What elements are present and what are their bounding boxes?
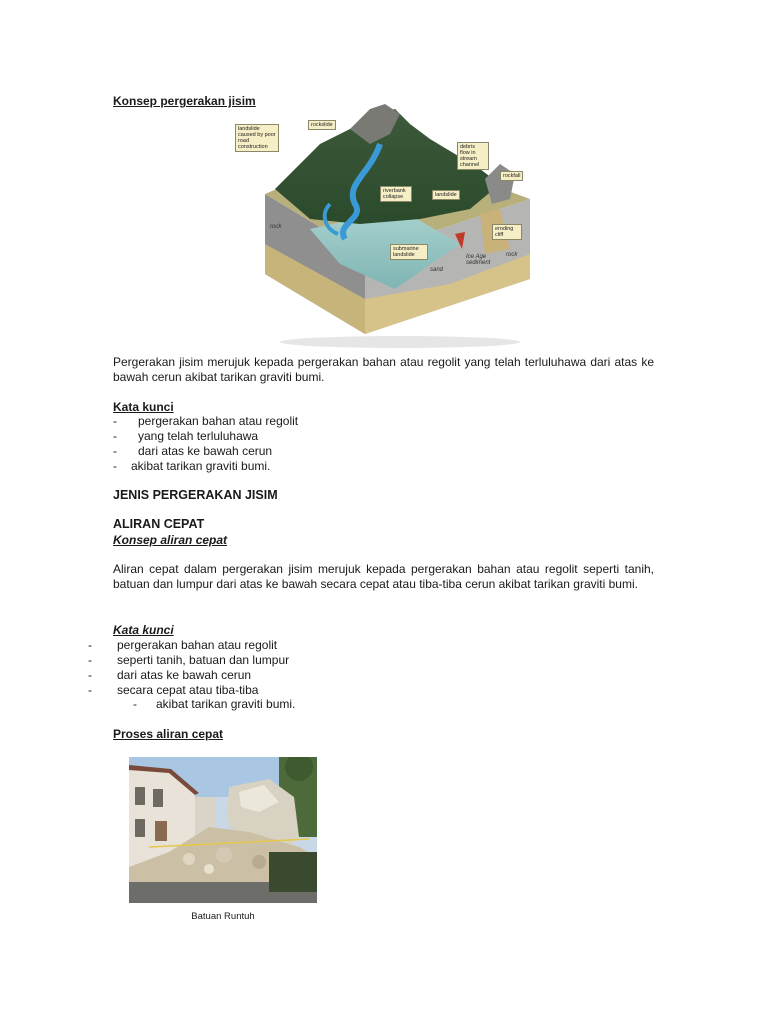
keyword-item	[133, 697, 296, 711]
mass-movement-diagram	[230, 104, 535, 350]
list-dash: -	[88, 653, 92, 667]
label-rock-left: rock	[270, 224, 282, 230]
list-dash: -	[113, 429, 117, 443]
process-heading-aliran-cepat: Proses aliran cepat	[113, 727, 224, 741]
list-dash: -	[88, 668, 92, 682]
rockfall-photo	[129, 757, 317, 903]
keyword-item	[88, 668, 252, 682]
list-dash: -	[88, 638, 92, 652]
list-dash: -	[113, 414, 117, 428]
keyword-text: pergerakan bahan atau regolit	[117, 638, 278, 652]
definition-aliran-cepat: Aliran cepat dalam pergerakan jisim merujuk kepada pergerakan bahan atau regolit seperti tanih, batuan dan lumpur dari atas ke bawah secara cepat atau tiba-tiba cerun akibat tarikan graviti bumi.	[113, 562, 654, 591]
label-eroding-cliff: eroding cliff	[492, 224, 522, 240]
keyword-item	[88, 653, 290, 667]
keyword-text: secara cepat atau tiba-tiba	[117, 683, 259, 697]
photo-caption: Batuan Runtuh	[191, 911, 255, 922]
subheading-aliran-cepat: ALIRAN CEPAT	[113, 517, 205, 531]
keyword-text: pergerakan bahan atau regolit	[138, 414, 299, 428]
keyword-text: dari atas ke bawah cerun	[138, 444, 273, 458]
list-dash: -	[133, 697, 137, 711]
keyword-item	[113, 429, 259, 443]
section-heading-konsep-pergerakan-jisim: Konsep pergerakan jisim	[113, 94, 256, 108]
keywords-heading-1: Kata kunci	[113, 400, 174, 414]
label-rockslide: rockslide	[308, 120, 336, 130]
keyword-text: yang telah terluluhawa	[138, 429, 259, 443]
label-landslide: landslide	[432, 190, 460, 200]
keywords-heading-2: Kata kunci	[113, 623, 174, 637]
keyword-item	[113, 414, 299, 428]
keyword-item	[113, 459, 271, 473]
list-dash: -	[113, 444, 117, 458]
list-dash: -	[88, 683, 92, 697]
label-rock-right: rock	[506, 252, 518, 258]
keyword-text: seperti tanih, batuan dan lumpur	[117, 653, 290, 667]
keyword-item	[113, 444, 273, 458]
definition-pergerakan-jisim: Pergerakan jisim merujuk kepada pergerakan bahan atau regolit yang telah terluluhawa dari atas ke bawah cerun akibat tarikan graviti bumi.	[113, 355, 654, 384]
label-ice-age-sediment: Ice Age sediment	[466, 254, 491, 266]
label-debris-flow: debris flow in stream channel	[457, 142, 489, 170]
concept-heading-aliran-cepat: Konsep aliran cepat	[113, 533, 228, 547]
label-submarine-landslide: submarine landslide	[390, 244, 428, 260]
section-heading-jenis-pergerakan: JENIS PERGERAKAN JISIM	[113, 488, 278, 502]
label-landslide-road: landslide caused by poor road construction	[235, 124, 279, 152]
rockfall-photo-illustration	[129, 757, 317, 903]
keyword-item	[88, 683, 259, 697]
list-dash: -	[113, 459, 117, 473]
keyword-text: akibat tarikan graviti bumi.	[131, 459, 271, 473]
keyword-text: akibat tarikan graviti bumi.	[156, 697, 296, 711]
keyword-item	[88, 638, 278, 652]
keyword-text: dari atas ke bawah cerun	[117, 668, 252, 682]
label-riverbank-collapse: riverbank collapse	[380, 186, 412, 202]
label-sand: sand	[430, 267, 444, 273]
label-rockfall: rockfall	[500, 171, 523, 181]
